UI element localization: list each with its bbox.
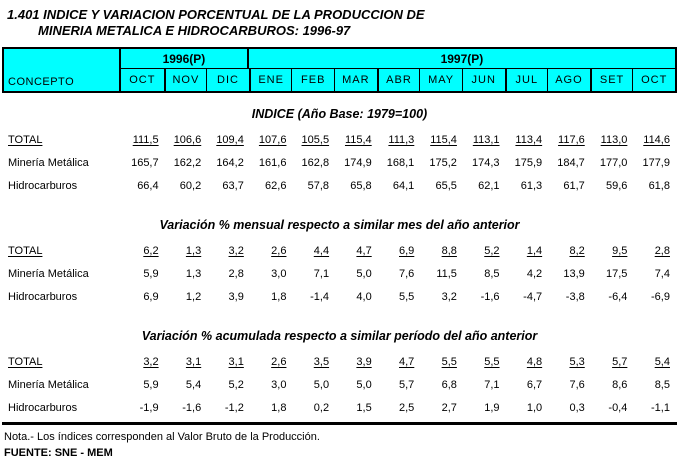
row-label: Minería Metálica — [8, 267, 89, 280]
value-cell: -1,1 — [651, 401, 670, 414]
value-cell: 175,2 — [429, 156, 457, 169]
value-cell: 3,9 — [228, 290, 244, 303]
value-cell: 1,3 — [185, 267, 202, 280]
value-cell: 6,9 — [143, 290, 159, 303]
value-cell: 6,2 — [143, 244, 159, 257]
month-header-oct-12: OCT — [632, 69, 675, 91]
row-label: Hidrocarburos — [8, 290, 78, 303]
value-cell: 57,8 — [307, 179, 330, 192]
value-cell: 9,5 — [612, 244, 628, 257]
value-cell: 105,5 — [301, 133, 330, 146]
row-label: Minería Metálica — [8, 378, 89, 391]
month-header-nov-1: NOV — [164, 69, 207, 91]
value-cell: 5,5 — [484, 355, 500, 368]
value-cell: 1,8 — [271, 401, 287, 414]
value-cell: 5,9 — [143, 267, 159, 280]
value-cell: 60,2 — [179, 179, 202, 192]
section-heading: Variación % mensual respecto a similar mes del año anterior — [159, 218, 520, 232]
month-header-set-11: SET — [590, 69, 633, 91]
value-cell: 3,0 — [271, 267, 287, 280]
value-cell: 8,2 — [569, 244, 585, 257]
value-cell: 107,6 — [258, 133, 287, 146]
value-cell: -6,4 — [608, 290, 628, 303]
year-group-1996: 1996(P) — [121, 49, 249, 69]
value-cell: 6,8 — [441, 378, 457, 391]
month-header-feb-4: FEB — [291, 69, 334, 91]
value-cell: 114,6 — [643, 133, 670, 146]
value-cell: 7,1 — [313, 267, 330, 280]
value-cell: 2,6 — [271, 355, 287, 368]
value-cell: 64,1 — [392, 179, 415, 192]
value-cell: 8,6 — [612, 378, 628, 391]
value-cell: 62,1 — [478, 179, 500, 192]
value-cell: 59,6 — [605, 179, 628, 192]
month-header-jul-9: JUL — [505, 69, 548, 91]
table-row — [4, 262, 675, 285]
value-cell: 7,1 — [484, 378, 500, 391]
value-cell: 109,4 — [216, 133, 244, 146]
month-header-oct-0: OCT — [129, 74, 156, 86]
value-cell: 113,4 — [515, 133, 543, 146]
value-cell: 1,9 — [484, 401, 500, 414]
value-cell: 2,5 — [399, 401, 415, 414]
value-cell: 5,7 — [399, 378, 415, 391]
value-cell: 63,7 — [222, 179, 244, 192]
value-cell: 11,5 — [436, 267, 457, 280]
value-cell: 162,8 — [301, 156, 330, 169]
value-cell: 115,4 — [344, 133, 372, 146]
value-cell: 5,3 — [569, 355, 585, 368]
value-cell: 1,5 — [356, 401, 372, 414]
value-cell: 3,5 — [313, 355, 330, 368]
row-label: Hidrocarburos — [8, 179, 78, 192]
value-cell: 1,3 — [185, 244, 202, 257]
section-variacion-mensual — [4, 217, 675, 308]
concepto-header-cell: CONCEPTO — [4, 49, 121, 91]
value-cell: 3,2 — [143, 355, 159, 368]
value-cell: 7,4 — [654, 267, 670, 280]
section-rows — [4, 239, 675, 308]
table-row — [4, 151, 675, 174]
value-cell: -1,6 — [182, 401, 202, 414]
value-cell: 5,5 — [399, 290, 415, 303]
row-label: TOTAL — [8, 133, 43, 146]
value-cell: 5,0 — [313, 378, 330, 391]
table-row — [4, 373, 675, 396]
value-cell: 8,8 — [441, 244, 457, 257]
value-cell: 111,3 — [388, 133, 415, 146]
value-cell: 6,9 — [399, 244, 415, 257]
table-row — [4, 174, 675, 197]
value-cell: 5,9 — [143, 378, 159, 391]
value-cell: 5,2 — [484, 244, 500, 257]
year-group-1997: 1997(P) — [249, 49, 675, 69]
value-cell: 2,8 — [654, 244, 670, 257]
section-heading: INDICE (Año Base: 1979=100) — [251, 107, 428, 121]
value-cell: 1,2 — [185, 290, 202, 303]
table-row — [4, 239, 675, 262]
value-cell: -6,9 — [651, 290, 670, 303]
value-cell: -0,4 — [608, 401, 628, 414]
value-cell: -1,6 — [480, 290, 500, 303]
page-title-line1: 1.401 INDICE Y VARIACION PORCENTUAL DE LA PRODUCCION DE — [7, 7, 425, 22]
value-cell: 113,1 — [472, 133, 500, 146]
row-label: TOTAL — [8, 355, 43, 368]
value-cell: 4,7 — [356, 244, 372, 257]
value-cell: 2,8 — [228, 267, 244, 280]
page-title — [0, 0, 679, 39]
value-cell: 113,0 — [600, 133, 628, 146]
table-row — [4, 396, 675, 419]
value-cell: 165,7 — [131, 156, 159, 169]
table-header — [2, 47, 677, 93]
value-cell: 2,7 — [441, 401, 457, 414]
value-cell: 4,7 — [399, 355, 415, 368]
month-header-may-7: MAY — [419, 69, 462, 91]
value-cell: 8,5 — [654, 378, 670, 391]
table-row — [4, 350, 675, 373]
value-cell: 3,1 — [228, 355, 244, 368]
value-cell: 1,8 — [271, 290, 287, 303]
value-cell: 4,0 — [356, 290, 372, 303]
value-cell: 3,1 — [185, 355, 202, 368]
value-cell: 177,9 — [642, 156, 670, 169]
value-cell: 111,5 — [132, 133, 159, 146]
value-cell: 4,8 — [526, 355, 543, 368]
value-cell: 17,5 — [605, 267, 628, 280]
value-cell: 3,0 — [271, 378, 287, 391]
value-cell: 0,2 — [313, 401, 330, 414]
value-cell: 62,6 — [265, 179, 287, 192]
table-row — [4, 285, 675, 308]
value-cell: 13,9 — [563, 267, 585, 280]
footnote: Nota.- Los índices corresponden al Valor Bruto de la Producción. — [4, 431, 320, 443]
value-cell: 3,2 — [441, 290, 457, 303]
value-cell: 5,0 — [356, 378, 372, 391]
value-cell: 168,1 — [386, 156, 415, 169]
value-cell: 3,2 — [228, 244, 244, 257]
value-cell: 7,6 — [399, 267, 415, 280]
value-cell: 65,5 — [435, 179, 457, 192]
section-heading: Variación % acumulada respecto a similar período del año anterior — [141, 329, 538, 343]
month-header-ago-10: AGO — [547, 69, 590, 91]
value-cell: 106,6 — [173, 133, 202, 146]
value-cell: 5,7 — [612, 355, 628, 368]
value-cell: 162,2 — [173, 156, 202, 169]
table-row — [4, 128, 675, 151]
value-cell: 4,2 — [526, 267, 543, 280]
value-cell: 5,2 — [228, 378, 244, 391]
section-rows — [4, 128, 675, 197]
value-cell: 1,4 — [526, 244, 543, 257]
section-indice — [4, 106, 675, 197]
value-cell: 7,6 — [569, 378, 585, 391]
row-label: Hidrocarburos — [8, 401, 78, 414]
value-cell: 115,4 — [430, 133, 457, 146]
value-cell: 61,7 — [563, 179, 585, 192]
row-label: TOTAL — [8, 244, 43, 257]
value-cell: 8,5 — [484, 267, 500, 280]
value-cell: 3,9 — [356, 355, 372, 368]
value-cell: 65,8 — [350, 179, 372, 192]
month-header-mar-5: MAR — [334, 69, 377, 91]
section-variacion-acumulada — [4, 328, 675, 419]
table-body — [2, 106, 677, 419]
month-header-abr-6: ABR — [377, 69, 420, 91]
value-cell: 5,4 — [654, 355, 670, 368]
page-title-line2: MINERIA METALICA E HIDROCARBUROS: 1996-97 — [38, 23, 351, 38]
value-cell: -3,8 — [565, 290, 585, 303]
value-cell: 184,7 — [557, 156, 585, 169]
value-cell: 4,4 — [313, 244, 330, 257]
section-rows — [4, 350, 675, 419]
value-cell: 175,9 — [514, 156, 543, 169]
value-cell: -1,4 — [310, 290, 330, 303]
row-label: Minería Metálica — [8, 156, 89, 169]
value-cell: 164,2 — [216, 156, 244, 169]
value-cell: -1,2 — [224, 401, 244, 414]
value-cell: 174,9 — [344, 156, 372, 169]
value-cell: 1,0 — [526, 401, 543, 414]
value-cell: 61,3 — [520, 179, 543, 192]
value-cell: 161,6 — [258, 156, 287, 169]
value-cell: 5,0 — [356, 267, 372, 280]
value-cell: 0,3 — [569, 401, 585, 414]
value-cell: -4,7 — [523, 290, 543, 303]
month-header-ene-3: ENE — [249, 69, 292, 91]
value-cell: 66,4 — [137, 179, 159, 192]
value-cell: 61,8 — [648, 179, 670, 192]
value-cell: 5,5 — [441, 355, 457, 368]
value-cell: 6,7 — [526, 378, 543, 391]
month-header-jun-8: JUN — [462, 69, 505, 91]
value-cell: 5,4 — [185, 378, 202, 391]
value-cell: 117,6 — [558, 133, 585, 146]
value-cell: 2,6 — [271, 244, 287, 257]
data-table — [2, 47, 677, 419]
source-line: FUENTE: SNE - MEM — [4, 447, 113, 459]
table-bottom-rule — [2, 422, 677, 425]
value-cell: -1,9 — [139, 401, 159, 414]
value-cell: 177,0 — [599, 156, 628, 169]
value-cell: 174,3 — [472, 156, 500, 169]
month-header-dic-2: DIC — [206, 69, 249, 91]
